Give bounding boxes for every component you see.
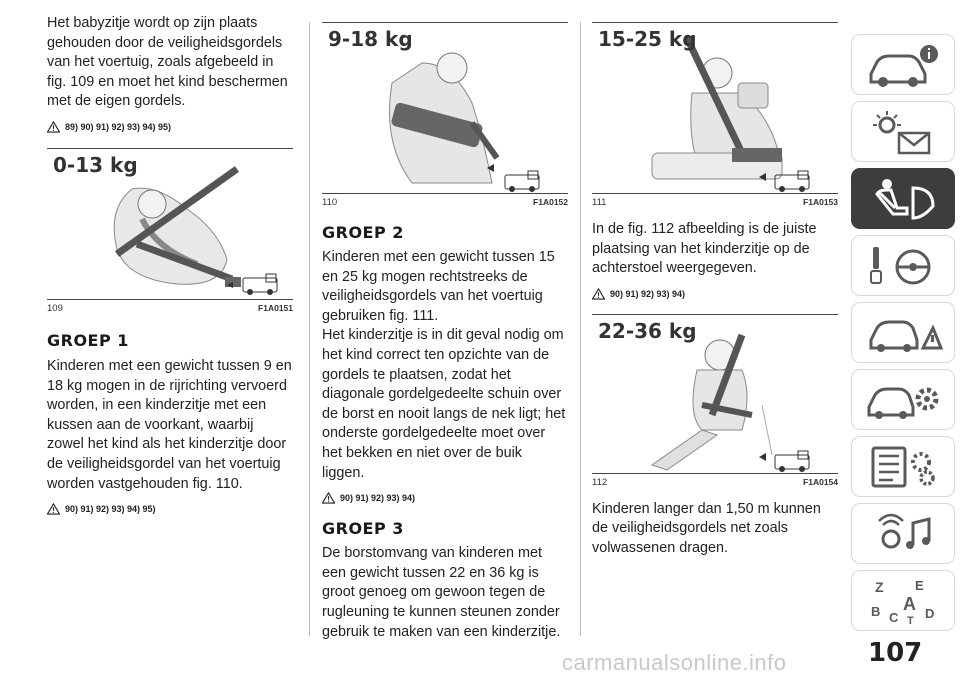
figure-caption-109 [47,303,293,314]
adult-belt-paragraph: Kinderen langer dan 1,50 m kunnen de veiligheidsgordels net zoals volwassenen dragen. [592,500,821,556]
column-3 [592,22,838,559]
svg-text:Z: Z [875,578,884,595]
column-1 [47,14,293,515]
fig-112-intro-paragraph: In de fig. 112 afbeelding is de juiste plaatsing van het kinderzitje op de achterstoel weergegeven. [592,221,817,277]
warning-refs-2: 90) 91) 92) 93) 94) 95) [47,503,293,515]
car-breakdown-icon [863,308,943,358]
warning-triangle-icon [322,492,335,504]
svg-text:T: T [907,614,914,626]
column-divider-1 [309,22,310,636]
figure-number: 110 [322,197,338,208]
svg-text:D: D [925,605,935,621]
figure-number: 112 [592,476,608,488]
figure-112 [592,314,838,474]
van-icon-109 [243,274,277,295]
tab-starting-driving[interactable] [851,235,955,296]
tab-emergency[interactable] [851,302,955,363]
seatbelt-safety-icon [863,174,943,224]
intro-paragraph: Het babyzitje wordt op zijn plaats gehouden door de veiligheidsgordels van het voertuig, zoals afgebeeld in fig. 109 en moet het kind beschermen met de eigen gordels. [47,15,288,110]
alphabetical-index-icon [863,576,943,626]
chapter-tabs [851,34,955,637]
warning-refs-4: 90) 91) 92) 93) 94) [592,288,838,300]
heading-groep-2: GROEP 2 [322,223,404,242]
tab-multimedia[interactable] [851,503,955,564]
figure-code: F1A0153 [803,197,838,207]
warning-lights-icon [863,107,943,157]
figure-caption-110 [322,197,568,208]
svg-text:C: C [889,609,899,625]
figure-110 [322,22,568,194]
tab-technical-data[interactable] [851,436,955,497]
technical-data-icon [863,442,943,492]
svg-text:A: A [903,593,916,614]
tab-car-info[interactable] [851,34,955,95]
svg-text:B: B [871,603,881,619]
svg-text:E: E [915,577,924,593]
multimedia-icon [863,509,943,559]
groep-2-paragraph: Kinderen met een gewicht tussen 15 en 25 kg mogen rechtstreeks de veiligheidsgordels van het voertuig gebruiken fig. 111. Het kinderzitje is in dit geval nodig om het kind correct ten opzichte van de gordels te plaatsen, zodat het diagonale gordelgedeelte schuin over de borst en nooit langs de nek ligt; het onderste gordelgedeelte moet over het bekken en niet over de buik liggen. [322,249,566,481]
warning-refs-1: 89) 90) 91) 92) 93) 94) 95) [47,121,293,133]
figure-111 [592,22,838,194]
van-icon-112 [775,451,809,472]
tab-maintenance[interactable] [851,369,955,430]
column-divider-2 [580,22,581,636]
figure-title-112: 22-36 kg [598,318,697,343]
figure-title-110: 9-18 kg [328,27,413,51]
tab-index[interactable] [851,570,955,631]
figure-code: F1A0154 [803,476,838,487]
warning-triangle-icon [47,121,60,133]
figure-caption-111 [592,197,838,208]
figure-caption-112 [592,477,838,488]
tab-seatbelt-safety[interactable] [851,168,955,229]
groep-3-paragraph: De borstomvang van kinderen met een gewicht tussen 22 en 36 kg is groot genoeg om gewoon tegen de rugleuning te kunnen steunen zonder gebruik te maken van een kinderzitje. [322,545,561,640]
figure-code: F1A0151 [258,302,293,313]
watermark: carmanualsonline.info [562,650,787,675]
heading-groep-3: GROEP 3 [322,519,404,539]
car-maintenance-icon [863,375,943,425]
figure-number: 109 [47,302,63,314]
figure-number: 111 [592,197,607,208]
figure-109 [47,148,293,300]
figure-title-109: 0-13 kg [53,152,138,177]
figure-title-111: 15-25 kg [598,27,697,51]
tab-warning-lights[interactable] [851,101,955,162]
warning-refs-3: 90) 91) 92) 93) 94) [322,492,568,504]
warning-triangle-icon [47,503,60,515]
figure-code: F1A0152 [533,197,568,207]
steering-wheel-icon [863,241,943,291]
column-2 [322,22,568,642]
page-number: 107 [868,638,923,668]
van-icon-110 [505,171,539,192]
groep-1-paragraph: Kinderen met een gewicht tussen 9 en 18 kg mogen in de rijrichting vervoerd worden, in een kinderzitje met een kussen aan de voorkant, waarbij zowel het kind als het kinderzitje door de veiligheidsgordel van het voertuig worden vastgehouden fig. 110. [47,357,292,492]
heading-groep-1: GROEP 1 [47,330,129,350]
warning-triangle-icon [592,288,605,300]
car-info-icon [863,40,943,90]
